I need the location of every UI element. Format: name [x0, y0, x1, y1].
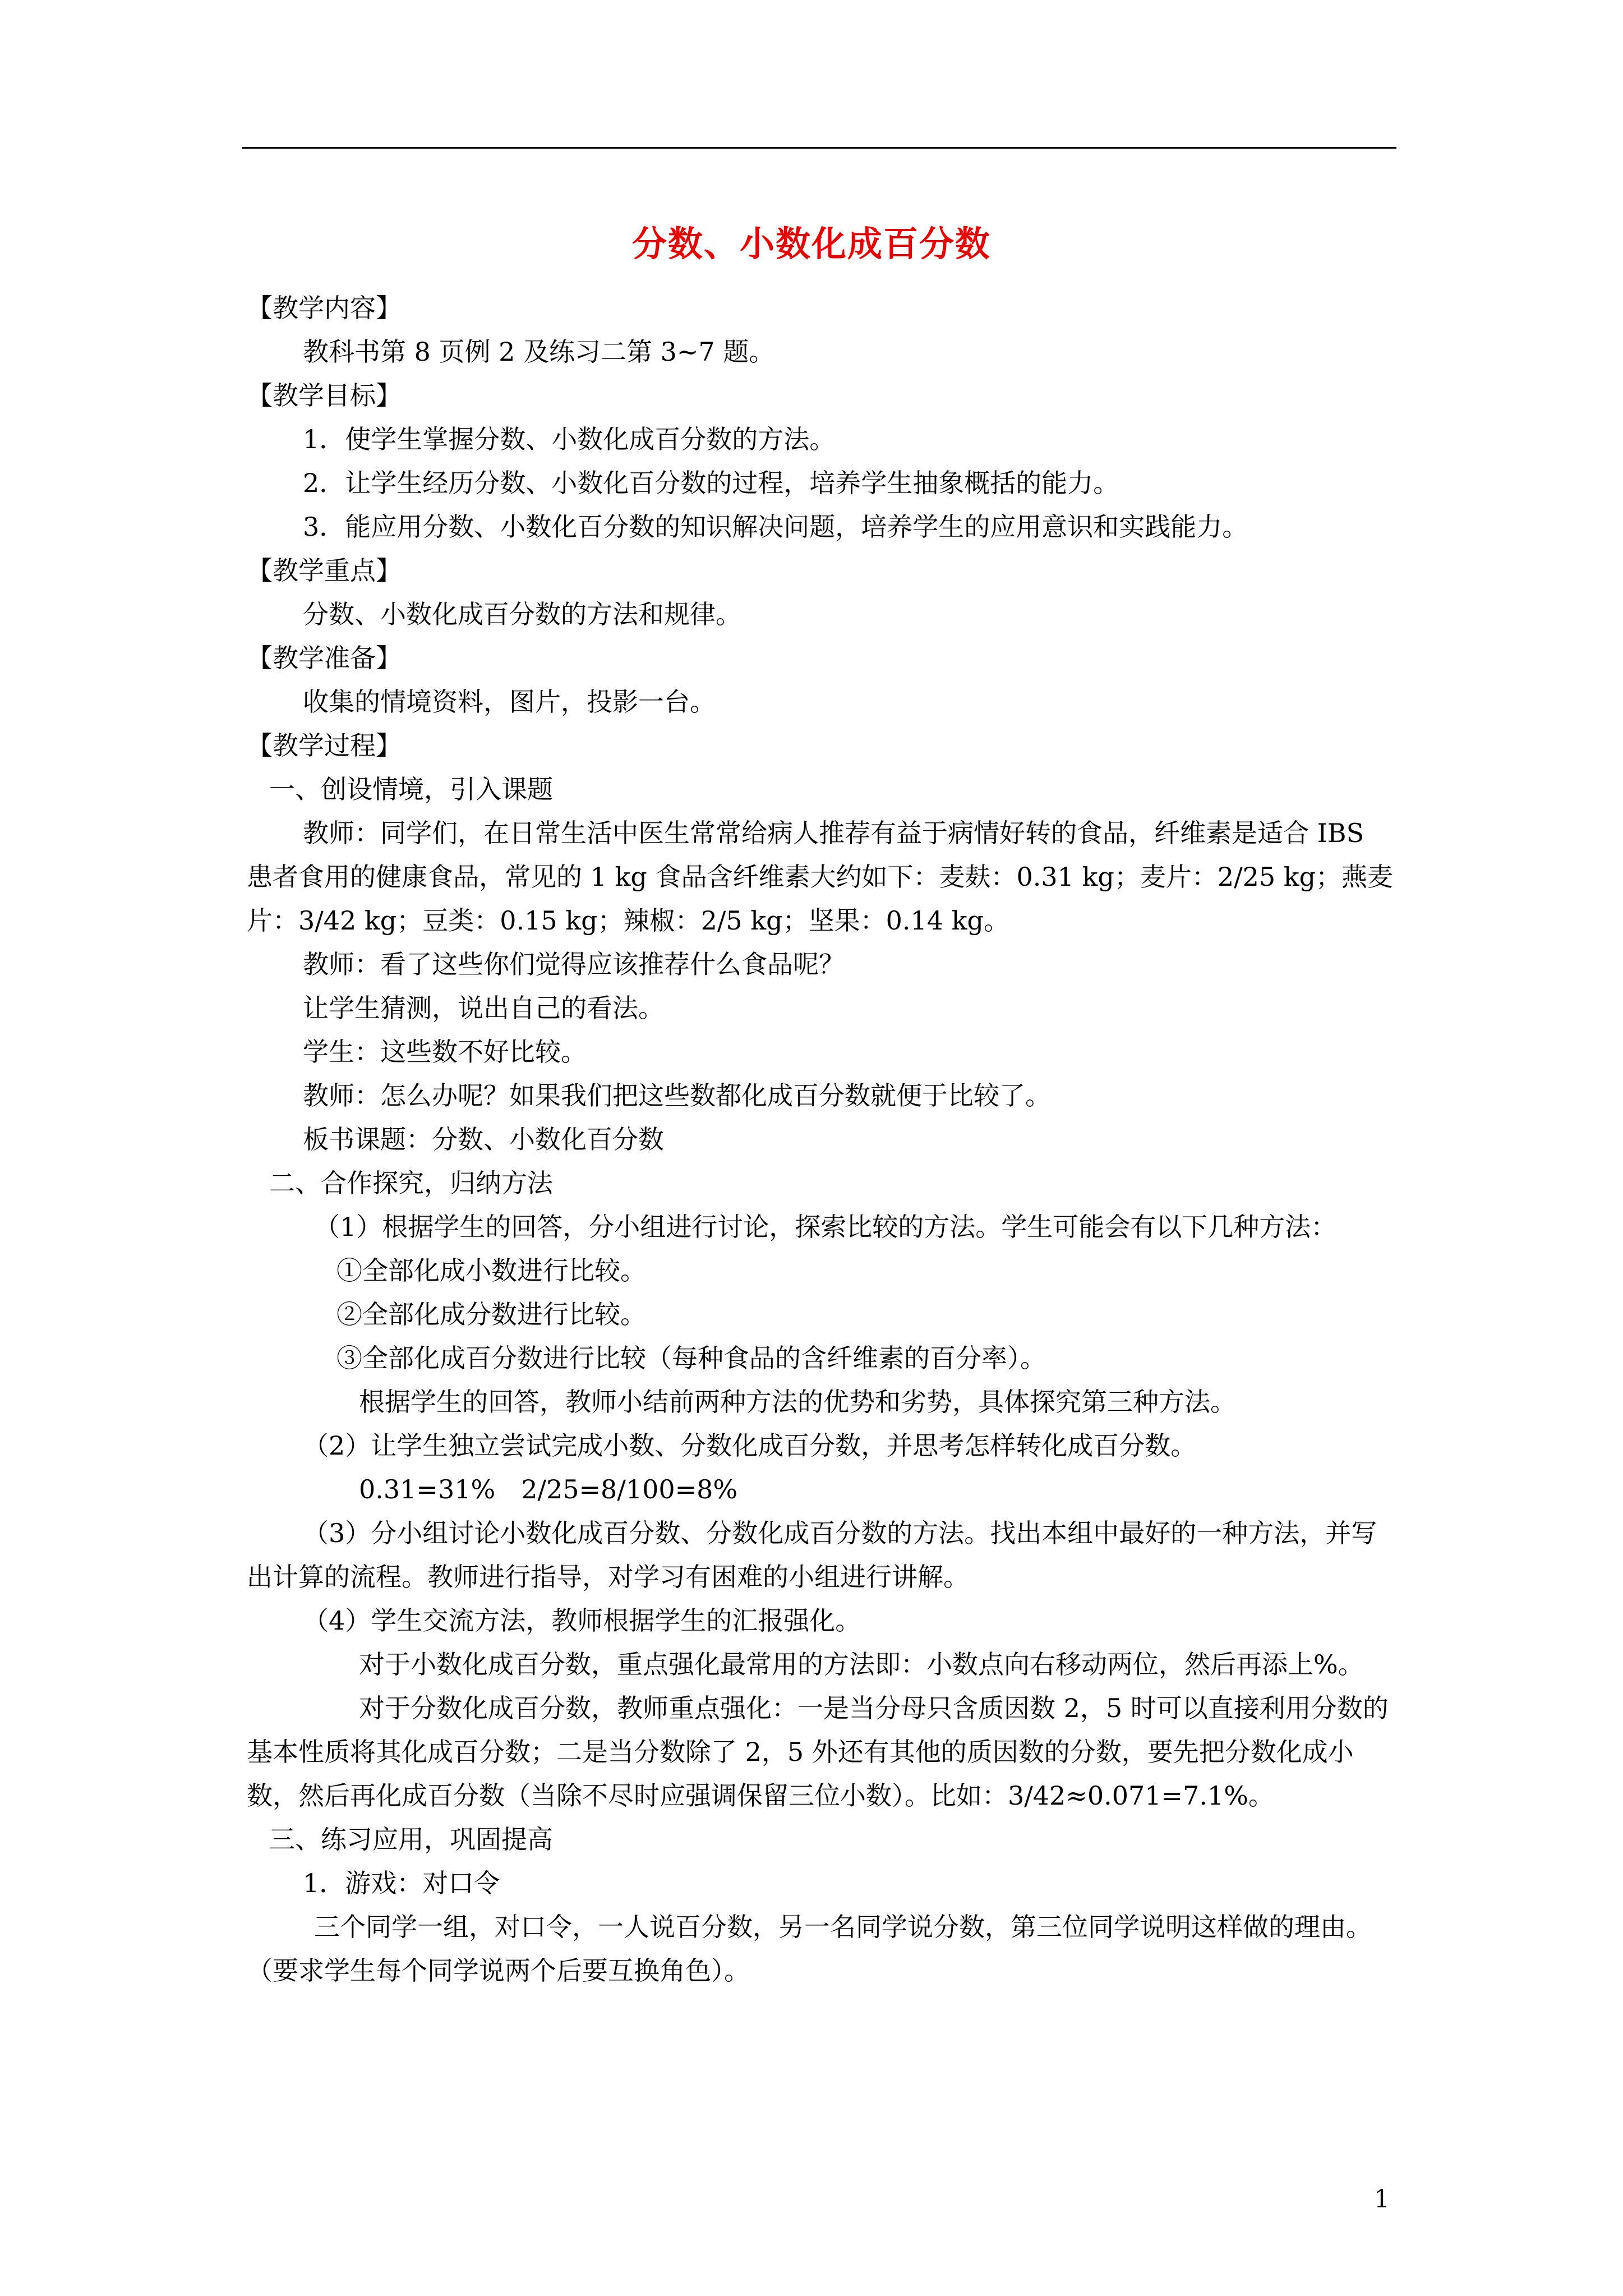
paragraph: 2．让学生经历分数、小数化百分数的过程，培养学生抽象概括的能力。	[303, 468, 1119, 498]
paragraph: 3．能应用分数、小数化百分数的知识解决问题，培养学生的应用意识和实践能力。	[303, 512, 1248, 542]
paragraph: （3）分小组讨论小数化成百分数、分数化成百分数的方法。找出本组中最好的一种方法，并写出计算的流程。教师进行指导，对学习有困难的小组进行讲解。	[247, 1518, 1377, 1592]
paragraph: 教科书第 8 页例 2 及练习二第 3~7 题。	[303, 337, 775, 367]
paragraph: 教师：看了这些你们觉得应该推荐什么食品呢？	[303, 949, 845, 979]
paragraph: 0.31=31% 2/25=8/100=8%	[359, 1474, 738, 1504]
paragraph: 1．使学生掌握分数、小数化成百分数的方法。	[303, 424, 836, 454]
paragraph: 收集的情境资料，图片，投影一台。	[303, 687, 716, 717]
header-rule	[242, 147, 1396, 149]
paragraph: 一、创设情境，引入课题	[269, 774, 553, 804]
paragraph: 【教学内容】	[247, 293, 402, 323]
paragraph: 二、合作探究，归纳方法	[269, 1168, 553, 1198]
paragraph: （2）让学生独立尝试完成小数、分数化成百分数，并思考怎样转化成百分数。	[303, 1430, 1197, 1461]
paragraph: （4）学生交流方法，教师根据学生的汇报强化。	[303, 1605, 861, 1636]
paragraph: 教师：怎么办呢？如果我们把这些数都化成百分数就便于比较了。	[303, 1080, 1051, 1111]
paragraph: ③全部化成百分数进行比较（每种食品的含纤维素的百分率）。	[336, 1343, 1046, 1373]
paragraph: 三个同学一组，对口令，一人说百分数，另一名同学说分数，第三位同学说明这样做的理由。（要求学生每个同学说两个后要互换角色）。	[247, 1912, 1372, 1986]
paragraph: （1）根据学生的回答，分小组进行讨论，探索比较的方法。学生可能会有以下几种方法：	[314, 1212, 1337, 1242]
paragraph: 板书课题：分数、小数化百分数	[303, 1124, 664, 1154]
page-number: 1	[1374, 2185, 1390, 2214]
paragraph: 【教学目标】	[247, 380, 402, 411]
paragraph: 1．游戏：对口令	[303, 1868, 500, 1898]
paragraph: 学生：这些数不好比较。	[303, 1037, 587, 1067]
paragraph: 【教学过程】	[247, 730, 402, 761]
paragraph: ①全部化成小数进行比较。	[336, 1255, 646, 1286]
paragraph: 【教学重点】	[247, 555, 402, 586]
paragraph: ②全部化成分数进行比较。	[336, 1299, 646, 1329]
paragraph: 对于分数化成百分数，教师重点强化：一是当分母只含质因数 2，5 时可以直接利用分数的基本性质将其化成百分数；二是当分数除了 2，5 外还有其他的质因数的分数，要先把分数化成小数，然后再化成百分数（当除不尽时应强调保留三位小数）。比如：3/42≈0.071=7.1%。	[247, 1693, 1389, 1811]
paragraph: 分数、小数化成百分数的方法和规律。	[303, 599, 741, 629]
paragraph: 根据学生的回答，教师小结前两种方法的优势和劣势，具体探究第三种方法。	[359, 1387, 1236, 1417]
document-title: 分数、小数化成百分数	[631, 223, 991, 264]
paragraph: 让学生猜测，说出自己的看法。	[303, 993, 664, 1023]
document-body	[247, 286, 1396, 1993]
paragraph: 三、练习应用，巩固提高	[269, 1824, 553, 1855]
paragraph: 教师：同学们，在日常生活中医生常常给病人推荐有益于病情好转的食品，纤维素是适合 IBS 患者食用的健康食品，常见的 1 kg 食品含纤维素大约如下：麦麸：0.31 kg；麦片：2/25 kg；燕麦片：3/42 kg；豆类：0.15 kg；辣椒：2/5 kg；坚果：0.14 kg。	[247, 818, 1394, 936]
paragraph: 【教学准备】	[247, 643, 402, 673]
paragraph: 对于小数化成百分数，重点强化最常用的方法即：小数点向右移动两位，然后再添上%。	[359, 1649, 1364, 1680]
